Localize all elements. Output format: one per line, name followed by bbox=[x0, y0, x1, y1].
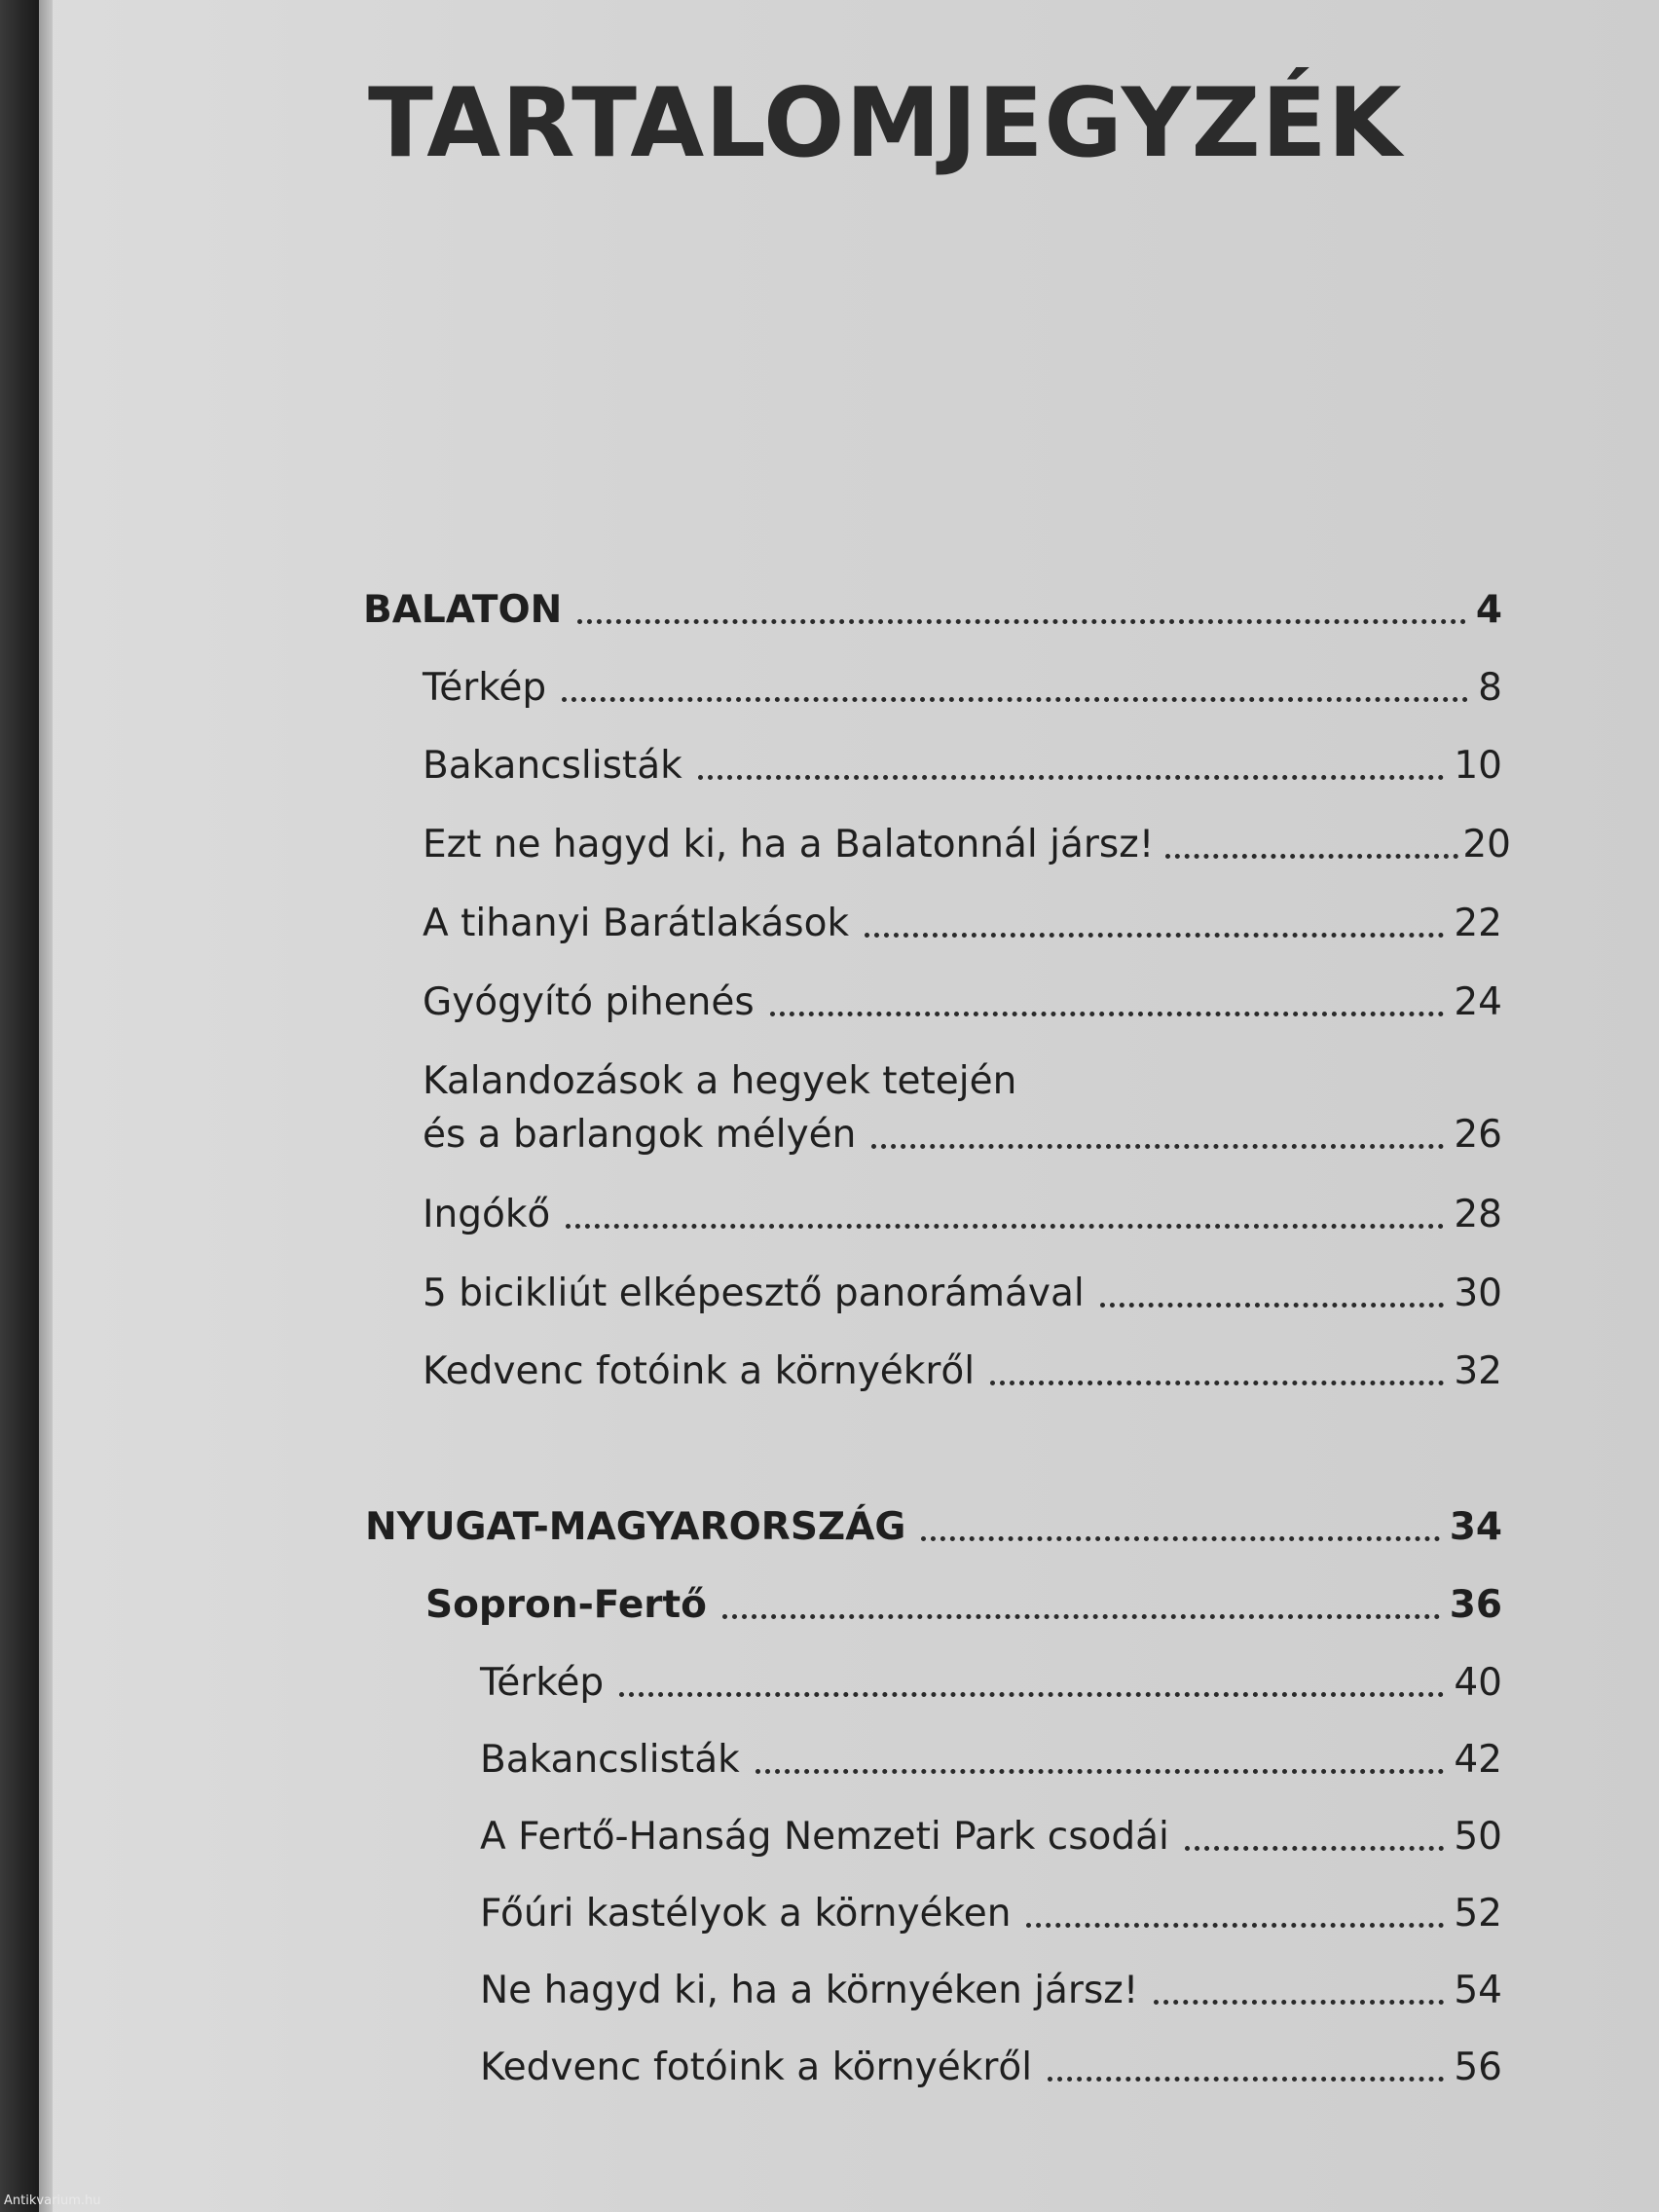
toc-entry bbox=[480, 1969, 1502, 2014]
toc-page-number: 54 bbox=[1454, 1969, 1502, 2012]
source-watermark: Antikvarium.hu bbox=[4, 2194, 101, 2208]
dot-leader bbox=[1026, 1923, 1444, 1928]
toc-entry bbox=[480, 1738, 1502, 1784]
toc-page-number: 42 bbox=[1454, 1738, 1502, 1782]
toc-entry-label: Kedvenc fotóink a környékről bbox=[423, 1349, 976, 1393]
toc-page-number: 28 bbox=[1454, 1193, 1502, 1236]
toc-page-number: 4 bbox=[1475, 588, 1502, 632]
dot-leader bbox=[1185, 1846, 1444, 1851]
toc-entry bbox=[423, 1272, 1502, 1317]
toc-entry bbox=[423, 666, 1502, 712]
dot-leader bbox=[1165, 854, 1458, 859]
toc-entry bbox=[480, 1661, 1502, 1707]
toc-page-number: 50 bbox=[1454, 1815, 1502, 1859]
toc-entry-label: Sopron-Fertő bbox=[425, 1583, 707, 1627]
toc-entry bbox=[423, 744, 1502, 790]
toc-entry-label: A Fertő-Hanság Nemzeti Park csodái bbox=[480, 1815, 1169, 1859]
dot-leader bbox=[566, 1224, 1444, 1229]
toc-page-number: 36 bbox=[1449, 1583, 1502, 1627]
toc-page-number: 24 bbox=[1454, 980, 1502, 1024]
toc-entry-label: 5 bicikliút elképesztő panorámával bbox=[423, 1272, 1085, 1315]
toc-entry-label: Bakancslisták bbox=[480, 1738, 740, 1782]
toc-entry-first-line bbox=[423, 1059, 1299, 1105]
toc-page-number: 52 bbox=[1454, 1892, 1502, 1936]
toc-page-number: 56 bbox=[1454, 2046, 1502, 2089]
toc-page-number: 20 bbox=[1462, 823, 1511, 866]
toc-entry bbox=[480, 2046, 1502, 2091]
toc-entry bbox=[423, 1113, 1502, 1159]
dot-leader bbox=[990, 1381, 1444, 1385]
toc-page-number: 32 bbox=[1454, 1349, 1502, 1393]
toc-page-number: 26 bbox=[1454, 1113, 1502, 1157]
toc-entry-label: Kalandozások a hegyek tetején bbox=[423, 1059, 1017, 1103]
toc-entry-label: Gyógyító pihenés bbox=[423, 980, 755, 1024]
toc-entry-label: BALATON bbox=[363, 588, 563, 632]
toc-entry-label: Ingókő bbox=[423, 1193, 551, 1236]
toc-section-nyugat-magyarorszag bbox=[365, 1505, 1502, 1551]
toc-page-number: 10 bbox=[1454, 744, 1502, 788]
toc-entry-label: Ezt ne hagyd ki, ha a Balatonnál jársz! bbox=[423, 823, 1155, 866]
toc-entry-label: Térkép bbox=[480, 1661, 605, 1705]
toc-entry bbox=[423, 902, 1502, 947]
toc-entry-label: Főúri kastélyok a környéken bbox=[480, 1892, 1012, 1936]
toc-page-number: 22 bbox=[1454, 902, 1502, 945]
dot-leader bbox=[871, 1144, 1444, 1149]
toc-entry-label: Kedvenc fotóink a környékről bbox=[480, 2046, 1033, 2089]
page-title: TARTALOMJEGYZÉK bbox=[368, 68, 1403, 179]
toc-entry-label: A tihanyi Barátlakások bbox=[423, 902, 850, 945]
toc-section-balaton bbox=[363, 588, 1502, 634]
toc-entry-label: Bakancslisták bbox=[423, 744, 682, 788]
toc-entry bbox=[423, 1193, 1502, 1238]
toc-page-number: 8 bbox=[1478, 666, 1502, 710]
dot-leader bbox=[577, 619, 1466, 624]
toc-entry-label: Térkép bbox=[423, 666, 547, 710]
toc-entry bbox=[480, 1892, 1502, 1937]
toc-entry-label: Ne hagyd ki, ha a környéken jársz! bbox=[480, 1969, 1139, 2012]
toc-entry bbox=[480, 1815, 1502, 1861]
toc-entry bbox=[423, 1349, 1502, 1395]
dot-leader bbox=[619, 1692, 1444, 1697]
toc-entry-label: és a barlangok mélyén bbox=[423, 1113, 857, 1157]
toc-entry bbox=[423, 823, 1511, 868]
dot-leader bbox=[722, 1614, 1440, 1619]
toc-entry-label: NYUGAT-MAGYARORSZÁG bbox=[365, 1505, 906, 1549]
dot-leader bbox=[698, 775, 1445, 780]
toc-page-number: 34 bbox=[1449, 1505, 1502, 1549]
toc-subsection-sopron-ferto bbox=[425, 1583, 1502, 1629]
dot-leader bbox=[921, 1536, 1439, 1541]
dot-leader bbox=[865, 933, 1444, 938]
dot-leader bbox=[1154, 2000, 1444, 2005]
dot-leader bbox=[1100, 1303, 1445, 1308]
toc-entry bbox=[423, 980, 1502, 1026]
dot-leader bbox=[770, 1012, 1445, 1016]
dot-leader bbox=[756, 1769, 1445, 1774]
dot-leader bbox=[1048, 2077, 1444, 2082]
toc-page-number: 30 bbox=[1454, 1272, 1502, 1315]
dot-leader bbox=[562, 697, 1468, 702]
toc-page-number: 40 bbox=[1454, 1661, 1502, 1705]
